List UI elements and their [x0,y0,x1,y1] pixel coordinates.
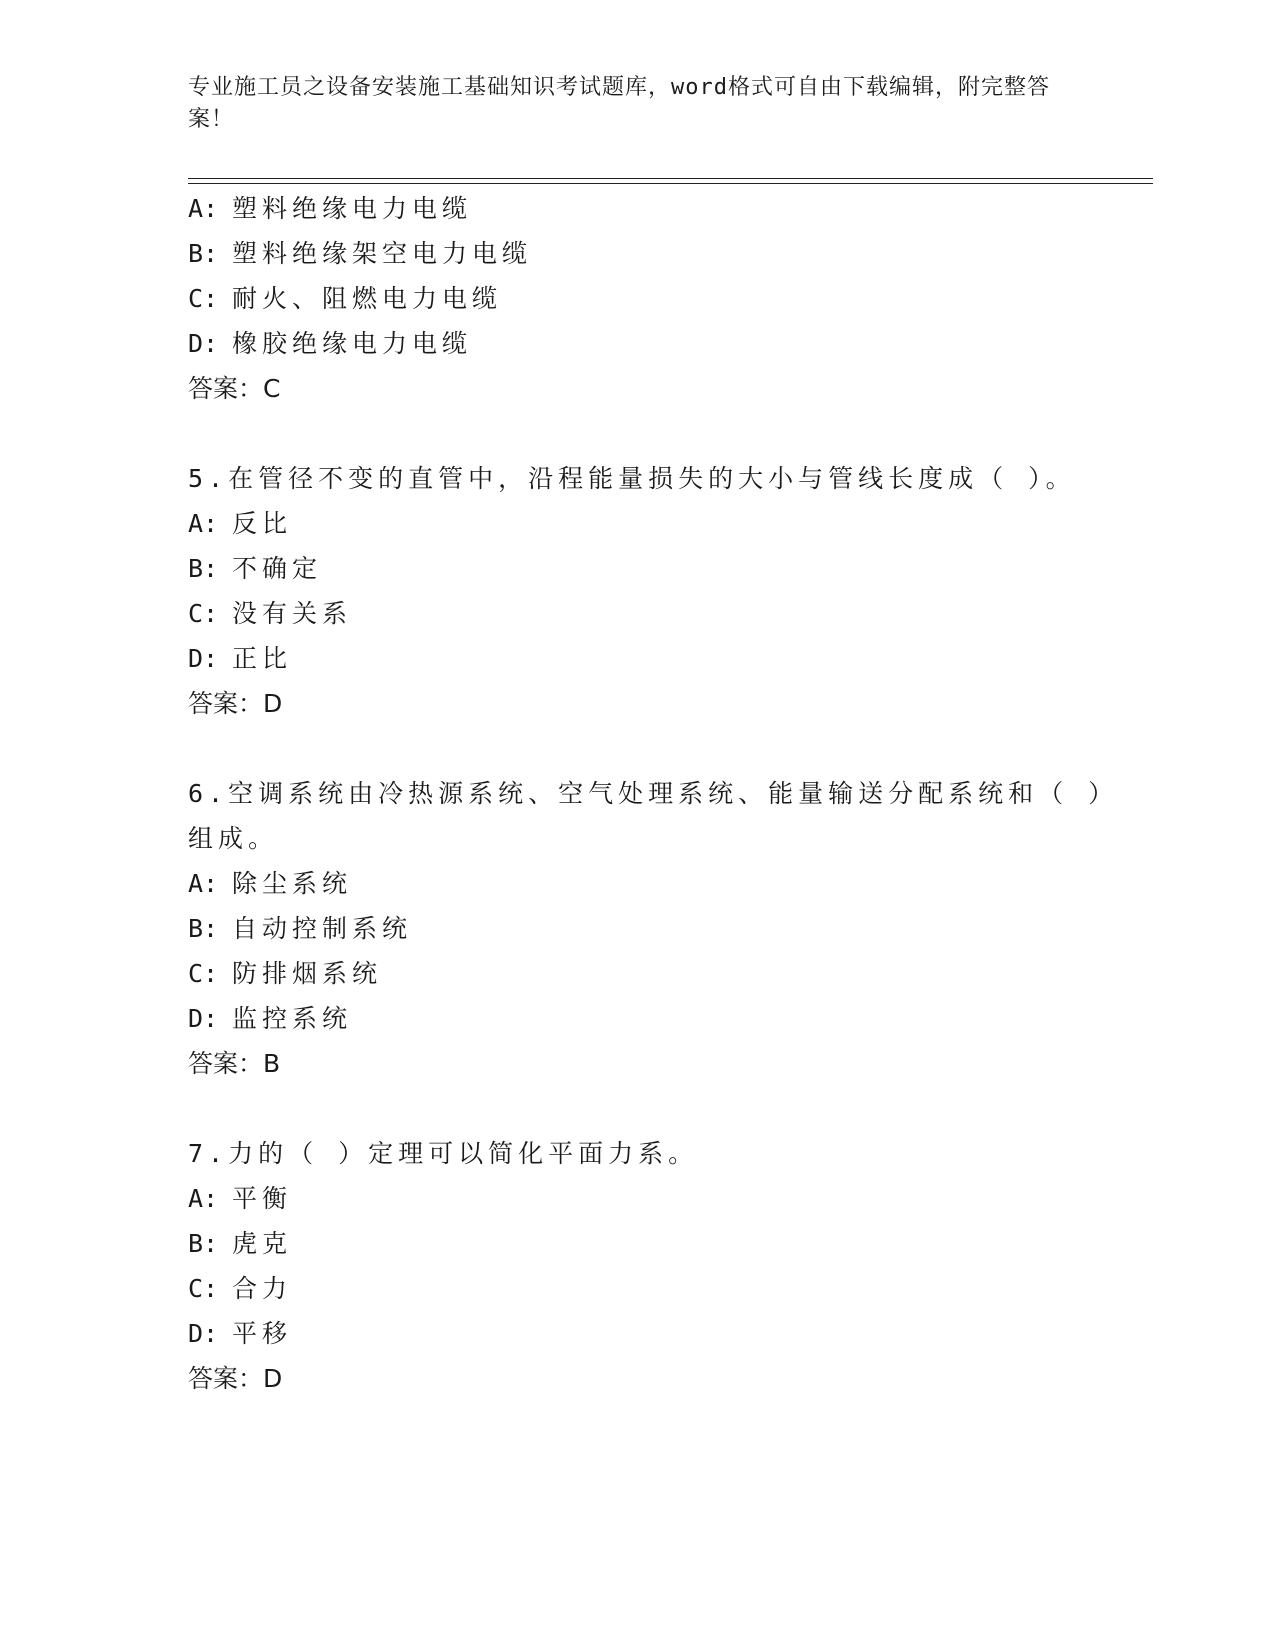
q5-option-b: B: 不确定 [188,554,323,583]
q6-option-c: C: 防排烟系统 [188,959,383,988]
q4-option-a: A: 塑料绝缘电力电缆 [188,194,473,223]
q7-option-b: B: 虎克 [188,1229,293,1258]
document-header: 专业施工员之设备安装施工基础知识考试题库，word格式可自由下载编辑，附完整答案！ [188,75,1050,132]
q6-answer: 答案：B [188,1049,281,1078]
header-divider-bottom [188,183,1153,184]
q4-answer: 答案：C [188,374,281,403]
q6-option-d: D: 监控系统 [188,1004,353,1033]
header-divider-top [188,178,1153,179]
q7-option-a: A: 平衡 [188,1184,293,1213]
q4-option-c: C: 耐火、阻燃电力电缆 [188,284,503,313]
q4-option-b: B: 塑料绝缘架空电力电缆 [188,239,533,268]
q6-option-b: B: 自动控制系统 [188,914,413,943]
q5-question: 5.在管径不变的直管中，沿程能量损失的大小与管线长度成（ ）。 [188,464,1076,493]
q4-option-d: D: 橡胶绝缘电力电缆 [188,329,473,358]
q7-question: 7.力的（ ）定理可以简化平面力系。 [188,1139,699,1168]
q6-question-line-1: 6.空调系统由冷热源系统、空气处理系统、能量输送分配系统和（ ） [188,779,1119,808]
q7-answer: 答案：D [188,1364,283,1393]
q7-option-c: C: 合力 [188,1274,293,1303]
q6-option-a: A: 除尘系统 [188,869,353,898]
q5-option-a: A: 反比 [188,509,293,538]
q5-answer: 答案：D [188,689,283,718]
q5-option-c: C: 没有关系 [188,599,353,628]
q6-question-line-2: 组成。 [188,824,279,853]
q5-option-d: D: 正比 [188,644,293,673]
q7-option-d: D: 平移 [188,1319,293,1348]
